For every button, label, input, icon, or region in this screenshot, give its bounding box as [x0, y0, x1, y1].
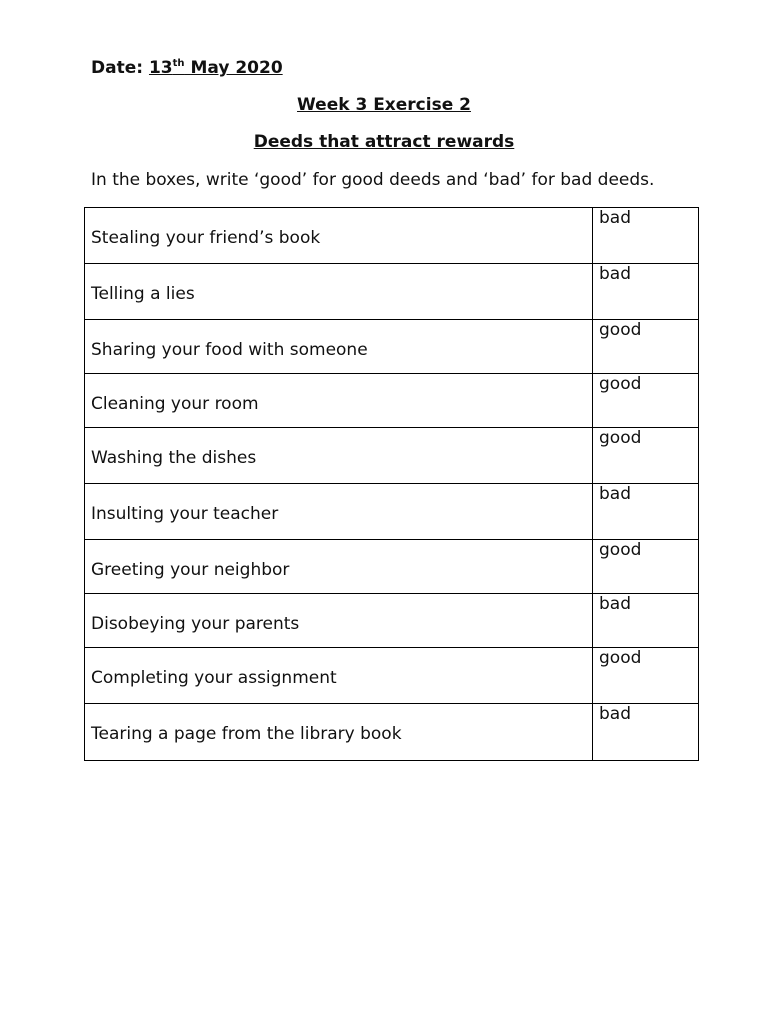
deed-cell	[85, 704, 593, 761]
deed-cell	[85, 428, 593, 484]
deed-text: Cleaning your room	[91, 394, 259, 414]
answer-box[interactable]	[593, 208, 699, 264]
deed-cell	[85, 540, 593, 594]
worksheet-title: Deeds that attract rewards	[253, 132, 515, 152]
answer-text: good	[599, 320, 642, 340]
deed-cell	[85, 648, 593, 704]
deed-text: Completing your assignment	[91, 668, 337, 688]
table-row	[85, 594, 699, 648]
date-suffix: th	[172, 58, 185, 69]
deeds-table	[84, 207, 699, 761]
answer-box[interactable]	[593, 428, 699, 484]
answer-text: good	[599, 648, 642, 668]
deed-cell	[85, 594, 593, 648]
answer-box[interactable]	[593, 264, 699, 320]
answer-box[interactable]	[593, 484, 699, 540]
deed-cell	[85, 320, 593, 374]
table-row	[85, 540, 699, 594]
answer-box[interactable]	[593, 594, 699, 648]
deed-text: Telling a lies	[91, 284, 195, 304]
week-heading: Week 3 Exercise 2	[297, 95, 471, 115]
deed-text: Greeting your neighbor	[91, 560, 290, 580]
date-day: 13	[148, 58, 173, 78]
deed-cell	[85, 264, 593, 320]
date-rest: May 2020	[190, 58, 283, 78]
answer-box[interactable]	[593, 374, 699, 428]
deed-cell	[85, 374, 593, 428]
deed-text: Disobeying your parents	[91, 614, 300, 634]
table-row	[85, 264, 699, 320]
answer-box[interactable]	[593, 704, 699, 761]
table-row	[85, 648, 699, 704]
deed-text: Stealing your friend’s book	[91, 228, 321, 248]
deed-cell	[85, 484, 593, 540]
date-line	[91, 58, 283, 78]
answer-text: good	[599, 540, 642, 560]
table-row	[85, 484, 699, 540]
answer-text: bad	[599, 208, 631, 228]
instructions: In the boxes, write ‘good’ for good deeds and ‘bad’ for bad deeds.	[91, 170, 655, 190]
table-row	[85, 208, 699, 264]
deed-text: Tearing a page from the library book	[91, 724, 402, 744]
table-row	[85, 374, 699, 428]
answer-box[interactable]	[593, 320, 699, 374]
answer-text: bad	[599, 264, 631, 284]
deed-text: Insulting your teacher	[91, 504, 279, 524]
table-row	[85, 704, 699, 761]
table-row	[85, 428, 699, 484]
answer-text: good	[599, 428, 642, 448]
answer-text: good	[599, 374, 642, 394]
answer-box[interactable]	[593, 648, 699, 704]
answer-box[interactable]	[593, 540, 699, 594]
deed-text: Sharing your food with someone	[91, 340, 368, 360]
date-label: Date:	[91, 58, 144, 78]
answer-text: bad	[599, 594, 631, 614]
deed-text: Washing the dishes	[91, 448, 257, 468]
table-row	[85, 320, 699, 374]
answer-text: bad	[599, 484, 631, 504]
deed-cell	[85, 208, 593, 264]
answer-text: bad	[599, 704, 631, 724]
date-value	[149, 58, 283, 78]
